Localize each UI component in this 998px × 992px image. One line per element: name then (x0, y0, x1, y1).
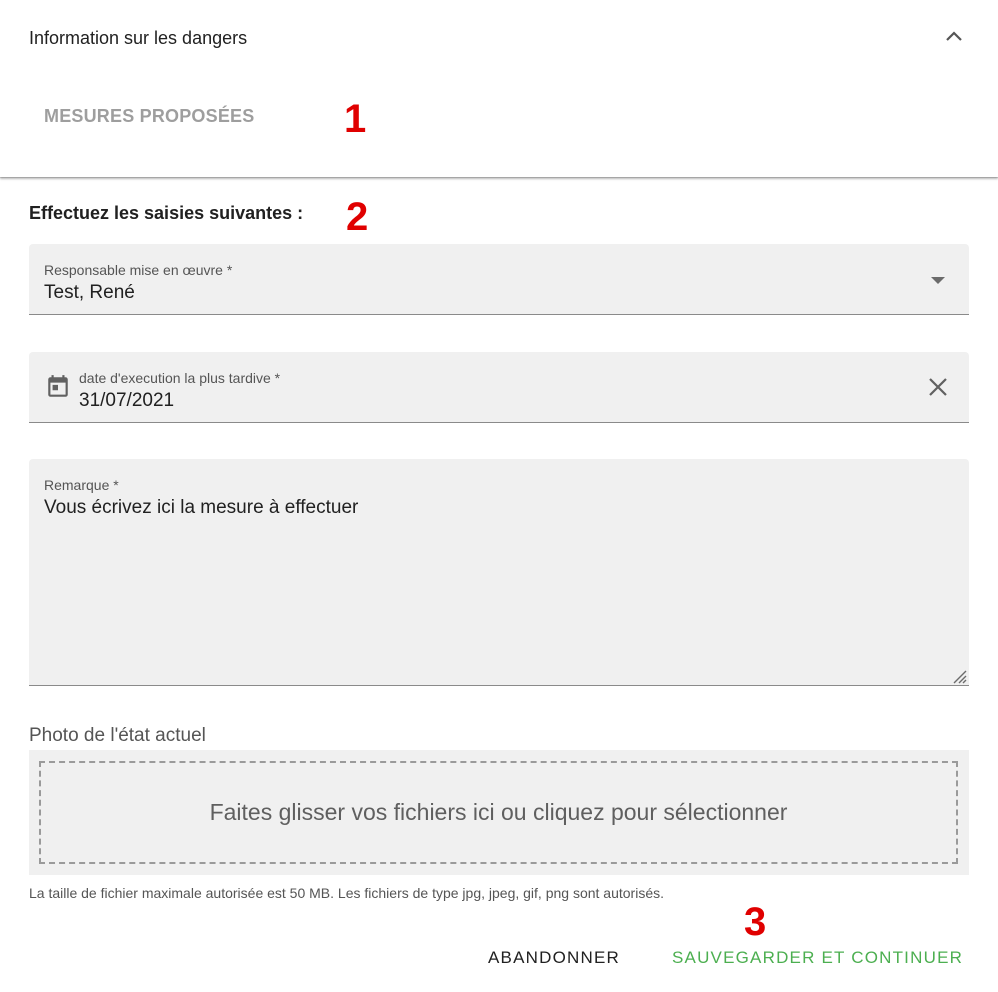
remarque-label: Remarque * (44, 477, 119, 493)
photo-label: Photo de l'état actuel (29, 725, 206, 746)
hazard-info-panel (0, 0, 998, 177)
form-heading: Effectuez les saisies suivantes : (29, 203, 304, 223)
calendar-icon[interactable] (45, 374, 71, 400)
annotation-number-2: 2 (346, 195, 369, 239)
close-icon[interactable] (927, 376, 949, 398)
responsable-label: Responsable mise en œuvre * (44, 262, 233, 278)
annotation-number-3: 3 (744, 900, 767, 944)
annotation-number-1: 1 (344, 97, 367, 141)
cancel-button[interactable]: ABANDONNER (488, 948, 620, 967)
remarque-value: Vous écrivez ici la mesure à effectuer (44, 497, 359, 518)
panel-title: Information sur les dangers (29, 27, 248, 48)
file-dropzone[interactable] (39, 761, 958, 864)
responsable-select[interactable] (29, 244, 969, 315)
save-continue-button[interactable]: SAUVEGARDER ET CONTINUER (672, 948, 964, 967)
date-field[interactable] (29, 352, 969, 423)
panel-header[interactable] (29, 24, 969, 52)
dropdown-arrow-icon[interactable] (931, 277, 945, 284)
remarque-textarea[interactable] (29, 459, 969, 686)
date-value: 31/07/2021 (79, 390, 175, 411)
responsable-value: Test, René (44, 282, 135, 303)
file-size-hint: La taille de fichier maximale autorisée est 50 MB. Les fichiers de type jpg, jpeg, gif, png sont autorisés. (29, 885, 665, 901)
chevron-up-icon[interactable] (944, 26, 964, 46)
date-label: date d'execution la plus tardive * (79, 370, 281, 386)
tab-mesures-proposees[interactable]: MESURES PROPOSÉES (44, 106, 255, 126)
resize-handle-icon[interactable] (947, 664, 967, 684)
photo-upload-area (29, 750, 969, 875)
dropzone-text: Faites glisser vos fichiers ici ou cliquez pour sélectionner (209, 799, 788, 825)
